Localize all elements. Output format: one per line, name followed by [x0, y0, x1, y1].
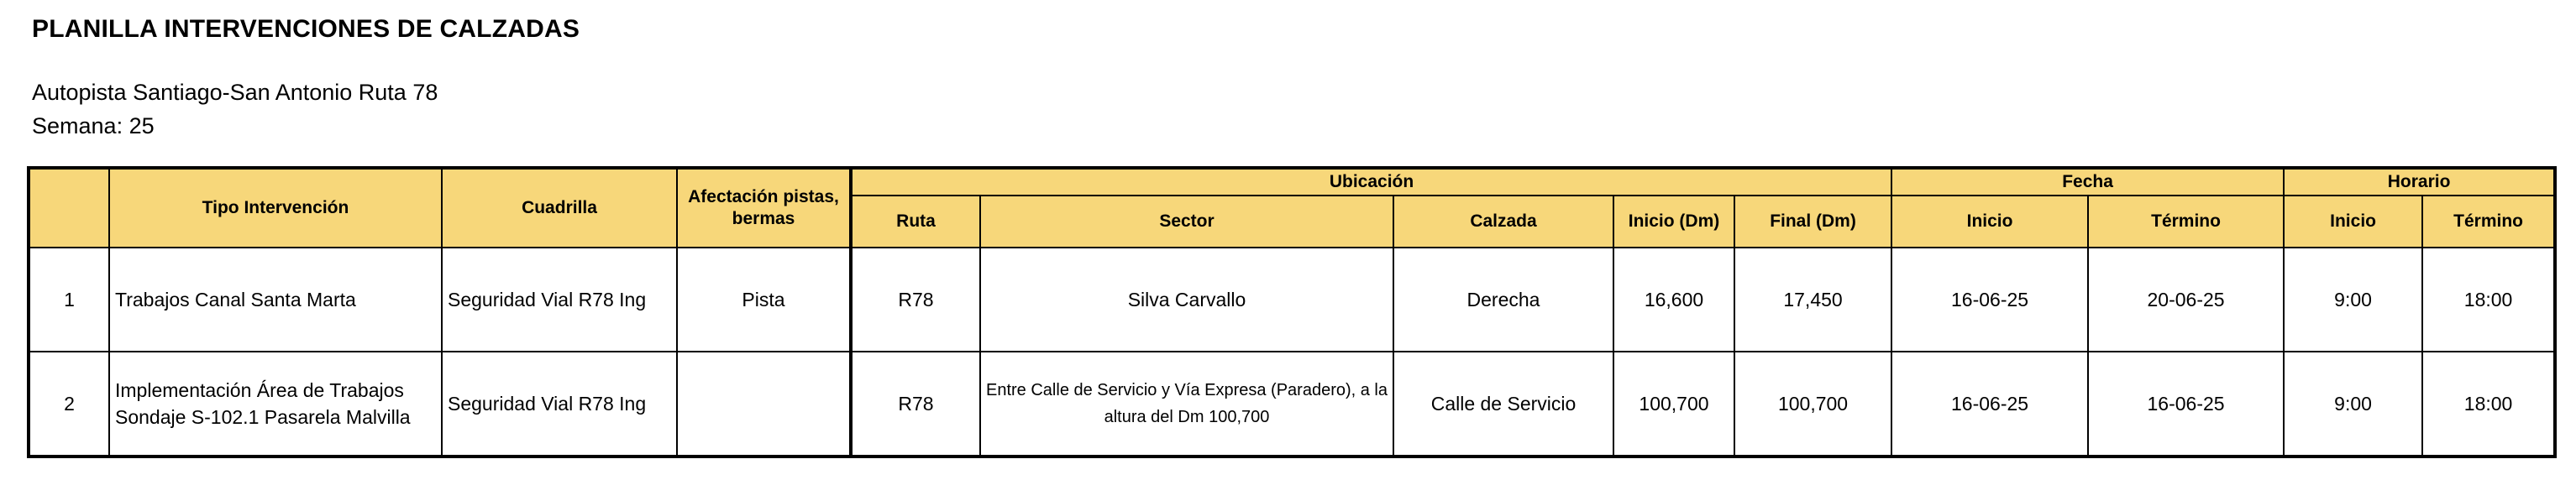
header-inicio-dm: Inicio (Dm) [1613, 196, 1734, 248]
cell-hora-termino: 18:00 [2422, 352, 2555, 457]
cell-tipo-intervencion: Trabajos Canal Santa Marta [109, 248, 442, 352]
cell-fecha-termino: 20-06-25 [2088, 248, 2284, 352]
page-title: PLANILLA INTERVENCIONES DE CALZADAS [32, 15, 580, 43]
cell-hora-termino: 18:00 [2422, 248, 2555, 352]
table-row [29, 248, 2555, 352]
interventions-table [27, 166, 2557, 458]
cell-sector: Entre Calle de Servicio y Vía Expresa (Paradero), a la altura del Dm 100,700 [980, 352, 1393, 457]
header-cuadrilla: Cuadrilla [442, 168, 677, 248]
cell-afectacion [677, 352, 851, 457]
header-row-top [29, 168, 2555, 196]
cell-cuadrilla: Seguridad Vial R78 Ing [442, 352, 677, 457]
header-hora-inicio: Inicio [2284, 196, 2422, 248]
header-hora-termino: Término [2422, 196, 2555, 248]
table-row [29, 352, 2555, 457]
header-afectacion: Afectación pistas, bermas [677, 168, 851, 248]
header-sector: Sector [980, 196, 1393, 248]
cell-number: 1 [29, 248, 109, 352]
highway-name: Autopista Santiago-San Antonio Ruta 78 [32, 80, 438, 105]
header-final-dm: Final (Dm) [1734, 196, 1891, 248]
cell-final-dm: 100,700 [1734, 352, 1891, 457]
cell-ruta: R78 [851, 352, 980, 457]
cell-sector: Silva Carvallo [980, 248, 1393, 352]
week-label: Semana: 25 [32, 113, 155, 138]
cell-tipo-intervencion: Implementación Área de Trabajos Sondaje S-102.1 Pasarela Malvilla [109, 352, 442, 457]
cell-fecha-inicio: 16-06-25 [1891, 352, 2088, 457]
header-ruta: Ruta [851, 196, 980, 248]
header-calzada: Calzada [1393, 196, 1613, 248]
interventions-table-wrapper [27, 166, 2557, 458]
cell-inicio-dm: 16,600 [1613, 248, 1734, 352]
cell-fecha-inicio: 16-06-25 [1891, 248, 2088, 352]
cell-fecha-termino: 16-06-25 [2088, 352, 2284, 457]
cell-cuadrilla: Seguridad Vial R78 Ing [442, 248, 677, 352]
cell-calzada: Calle de Servicio [1393, 352, 1613, 457]
cell-inicio-dm: 100,700 [1613, 352, 1734, 457]
header-ubicacion: Ubicación [851, 168, 1891, 196]
cell-hora-inicio: 9:00 [2284, 352, 2422, 457]
header-fecha: Fecha [1891, 168, 2284, 196]
cell-number: 2 [29, 352, 109, 457]
cell-afectacion: Pista [677, 248, 851, 352]
cell-calzada: Derecha [1393, 248, 1613, 352]
header-fecha-inicio: Inicio [1891, 196, 2088, 248]
cell-ruta: R78 [851, 248, 980, 352]
cell-hora-inicio: 9:00 [2284, 248, 2422, 352]
header-number [29, 168, 109, 248]
cell-final-dm: 17,450 [1734, 248, 1891, 352]
header-horario: Horario [2284, 168, 2555, 196]
header-fecha-termino: Término [2088, 196, 2284, 248]
header-tipo-intervencion: Tipo Intervención [109, 168, 442, 248]
